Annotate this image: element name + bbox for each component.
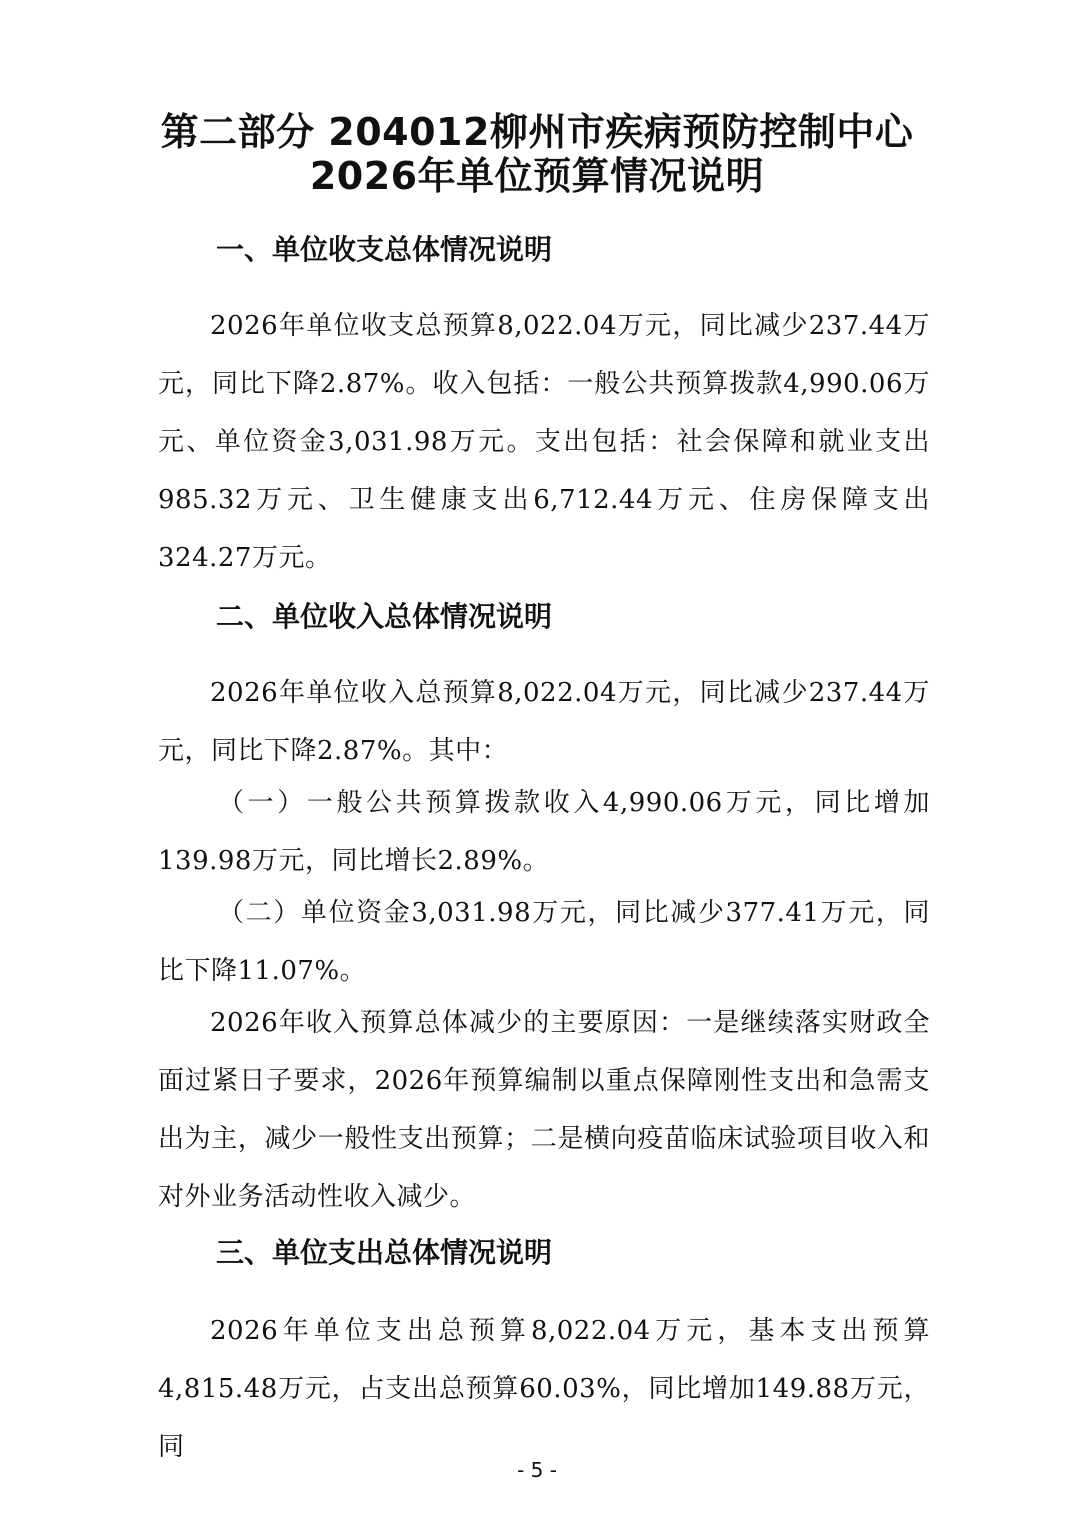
section-2-paragraph-3: （二）单位资金3,031.98万元，同比减少377.41万元，同比下降11.07%。 (158, 898, 930, 986)
document-title-line-1: 第二部分 204012柳州市疾病预防控制中心 (160, 110, 914, 154)
document-title-line-2: 2026年单位预算情况说明 (309, 154, 765, 198)
section-3-paragraph-1: 2026年单位支出总预算8,022.04万元，基本支出预算4,815.48万元，占支出总预算60.03%，同比增加149.88万元，同 (158, 1316, 930, 1462)
section-1-paragraph-1: 2026年单位收支总预算8,022.04万元，同比减少237.44万元，同比下降2.87%。收入包括：一般公共预算拨款4,990.06万元、单位资金3,031.98万元。支出包括：社会保障和就业支出985.32万元、卫生健康支出6,712.44万元、住房保障支出324.27万元。 (158, 311, 930, 573)
section-2-paragraph-1: 2026年单位收入总预算8,022.04万元，同比减少237.44万元，同比下降2.87%。其中： (158, 678, 930, 766)
section-2-paragraph-2: （一）一般公共预算拨款收入4,990.06万元，同比增加139.98万元，同比增长2.89%。 (158, 788, 930, 876)
section-2-paragraph-4: 2026年收入预算总体减少的主要原因：一是继续落实财政全面过紧日子要求，2026年预算编制以重点保障刚性支出和急需支出为主，减少一般性支出预算；二是横向疫苗临床试验项目收入和对外业务活动性收入减少。 (158, 1008, 930, 1212)
section-heading-2: 二、单位收入总体情况说明 (216, 600, 553, 633)
section-heading-3: 三、单位支出总体情况说明 (216, 1236, 553, 1269)
section-heading-1: 一、单位收支总体情况说明 (216, 233, 553, 266)
page-number: - 5 - (517, 1458, 557, 1482)
